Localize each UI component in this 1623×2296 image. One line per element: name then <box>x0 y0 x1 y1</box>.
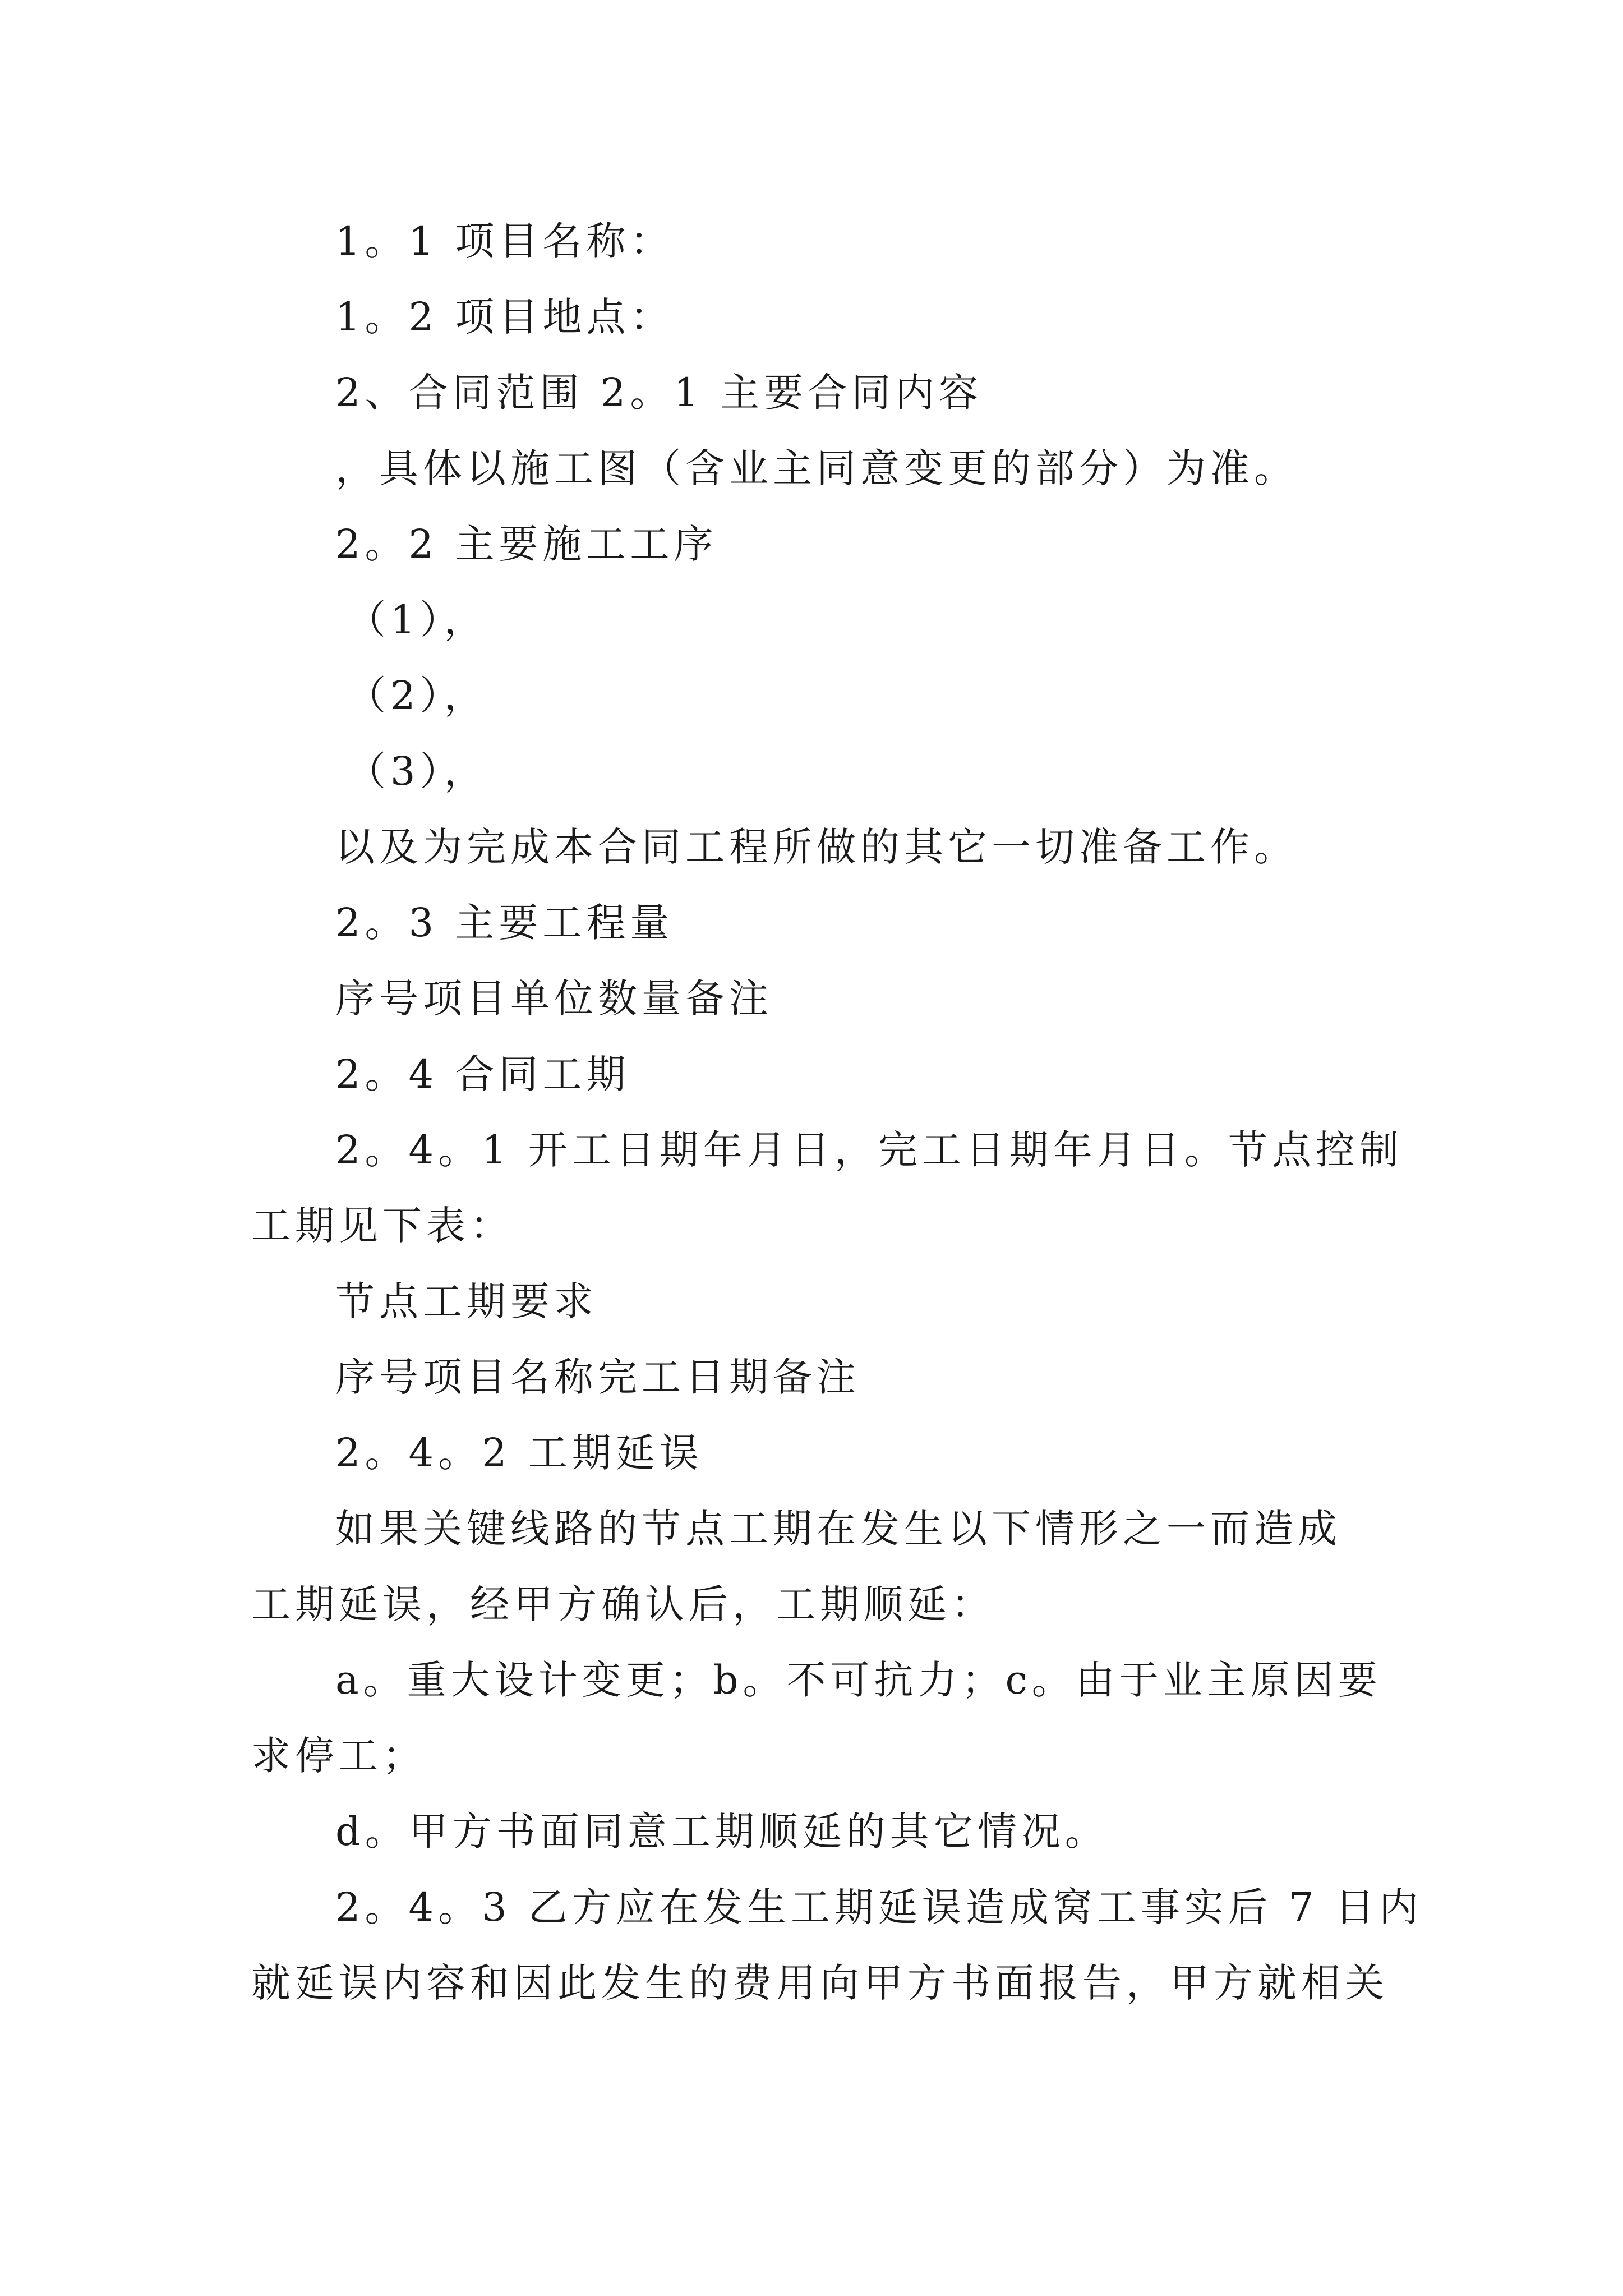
text-line: d。甲方书面同意工期顺延的其它情况。 <box>335 1809 1109 1855</box>
text-line: 序号项目名称完工日期备注 <box>335 1354 860 1400</box>
text-line: 2。4。2 工期延误 <box>335 1430 703 1476</box>
text-line: 节点工期要求 <box>335 1278 598 1324</box>
text-line: 1。2 项目地点： <box>335 294 674 340</box>
text-line: 1。1 项目名称： <box>335 218 674 264</box>
text-line: 序号项目单位数量备注 <box>335 976 773 1022</box>
text-line: 以及为完成本合同工程所做的其它一切准备工作。 <box>335 824 1298 870</box>
text-line: 2。4。3 乙方应在发生工期延误造成窝工事实后 7 日内 <box>335 1884 1423 1930</box>
text-line: （3）， <box>347 748 488 794</box>
text-line: 工期见下表： <box>251 1203 514 1249</box>
text-line: （2）， <box>347 673 488 719</box>
text-line: a。重大设计变更；b。不可抗力；c。由于业主原因要 <box>335 1657 1382 1703</box>
text-line: 2。4 合同工期 <box>335 1051 630 1097</box>
text-line: 2、合同范围 2。1 主要合同内容 <box>335 370 983 416</box>
text-line: 求停工； <box>251 1733 426 1779</box>
text-line: 2。2 主要施工工序 <box>335 521 718 567</box>
text-line: 就延误内容和因此发生的费用向甲方书面报告，甲方就相关 <box>251 1960 1389 2006</box>
text-line: （1）， <box>347 597 488 643</box>
text-line: 工期延误，经甲方确认后，工期顺延： <box>251 1581 995 1627</box>
text-line: 2。4。1 开工日期年月日，完工日期年月日。节点控制 <box>335 1127 1403 1173</box>
text-line: 2。3 主要工程量 <box>335 900 674 946</box>
text-line: 如果关键线路的节点工期在发生以下情形之一而造成 <box>335 1506 1341 1552</box>
text-line: ，具体以施工图（含业主同意变更的部分）为准。 <box>335 445 1298 491</box>
